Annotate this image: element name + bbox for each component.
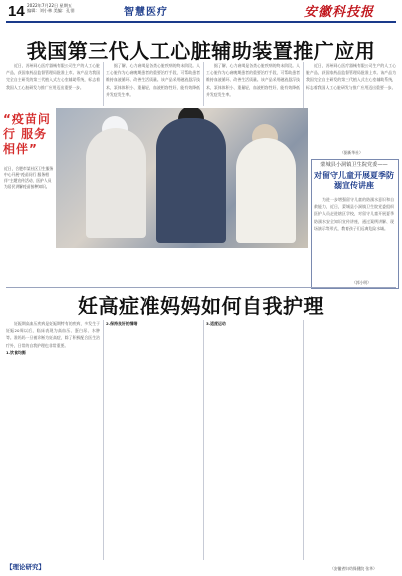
news-photo xyxy=(56,108,308,248)
date-line xyxy=(27,3,74,13)
sidebar-title: 对留守儿童开展夏季防溺宣传讲座 xyxy=(314,171,394,190)
sidebar-kicker: 蒙城县小洞镇卫生院党委—— xyxy=(320,162,388,168)
article1-author: （据新华社） xyxy=(340,150,363,155)
section-title: 智慧医疗 xyxy=(124,7,168,18)
article1-col-3 xyxy=(206,62,300,106)
sidebar-author: （郭小明） xyxy=(352,280,371,285)
article2-col-4 xyxy=(306,320,396,564)
photo-title: “疫苗问行 服务相伴” xyxy=(3,112,51,156)
article2-body: 妊娠期高血压疾病是妊娠期特有的疾病，多发生于妊娠20周以后，临床表现为高血压、蛋白尿、水肿等。准妈妈一旦被诊断为妊高症，除了积极配合医生治疗外，日常的自我护理也非常重要。 xyxy=(6,321,100,348)
article2-headline: 妊高症准妈妈如何自我护理 xyxy=(78,294,324,318)
section-divider xyxy=(6,287,396,288)
sidebar-body xyxy=(314,196,394,276)
person-figure xyxy=(156,118,226,243)
sidebar-text: 为进一步增强留守儿童的防溺水意识和自救能力，近日，蒙城县小洞镇卫生院党委组织医护人员走进辖区学校，对留守儿童开展夏季防溺水安全知识宣传讲座，通过案例讲解、现场演示等形式，教育孩子们远离危险水域。 xyxy=(314,197,394,231)
date-text: 2022年7月22日 星期五 xyxy=(27,3,73,8)
article1-body: 据了解，心力衰竭是各类心脏疾病的终末阶段。人工心脏作为心衰晚期患者的重要治疗手段，可帮助患者维持血液循环、改善生活质量。该产品采用磁液悬浮技术，泵体体积小、重量轻，血液相容性好，能有效降低并发症发生率。 xyxy=(106,63,200,97)
corner-tag: 【理论研究】 xyxy=(6,563,45,571)
article2-col-2 xyxy=(106,320,200,560)
person-figure xyxy=(86,128,146,238)
article2-author: （安徽省妇幼保健院 张华） xyxy=(330,566,377,571)
person-figure xyxy=(236,138,296,243)
editor-text: 编辑：刘小林 美编：孔翎 xyxy=(27,8,75,14)
article1-col-2 xyxy=(106,62,200,106)
article2-subhead: 1.饮食均衡 xyxy=(6,349,26,355)
photo-caption: 近日，合肥市某社区卫生服务中心开展“疫苗问行 服务相伴”主题宣传活动，医护人员为居民讲解疫苗接种知识。 xyxy=(4,166,54,189)
article1-lead: 近日，苏州同心医疗器械有限公司生产的人工心脏产品，获国家药品监督管理局批准上市。该产品为我国完全自主研发的第三代植入式左心室辅助系统，标志着我国人工心脏研发与推广应用迈出重要一步。 xyxy=(6,63,100,90)
article2-subhead: 3.适度运动 xyxy=(206,321,226,326)
article1-col-4 xyxy=(306,62,396,148)
article1-col-1 xyxy=(6,62,100,106)
page-number: 14 xyxy=(8,3,25,20)
newspaper-name: 安徽科技报 xyxy=(304,5,375,20)
photo-feature-title xyxy=(3,112,53,157)
article1-body-cont: 据了解，心力衰竭是各类心脏疾病的终末阶段。人工心脏作为心衰晚期患者的重要治疗手段，可帮助患者维持血液循环、改善生活质量。该产品采用磁液悬浮技术，泵体体积小、重量轻，血液相容性好，能有效降低并发症发生率。 xyxy=(206,63,300,97)
article2-subhead: 2.保持良好的情绪 xyxy=(106,321,138,326)
article2-col-3 xyxy=(206,320,300,560)
header-rule xyxy=(6,21,396,23)
article2-col-1 xyxy=(6,320,100,558)
article1-lead-cont: 近日，苏州同心医疗器械有限公司生产的人工心脏产品，获国家药品监督管理局批准上市。该产品为我国完全自主研发的第三代植入式左心室辅助系统，标志着我国人工心脏研发与推广应用迈出重要一步。 xyxy=(306,63,396,90)
article1-headline: 我国第三代人工心脏辅助装置推广应用 xyxy=(26,39,376,63)
